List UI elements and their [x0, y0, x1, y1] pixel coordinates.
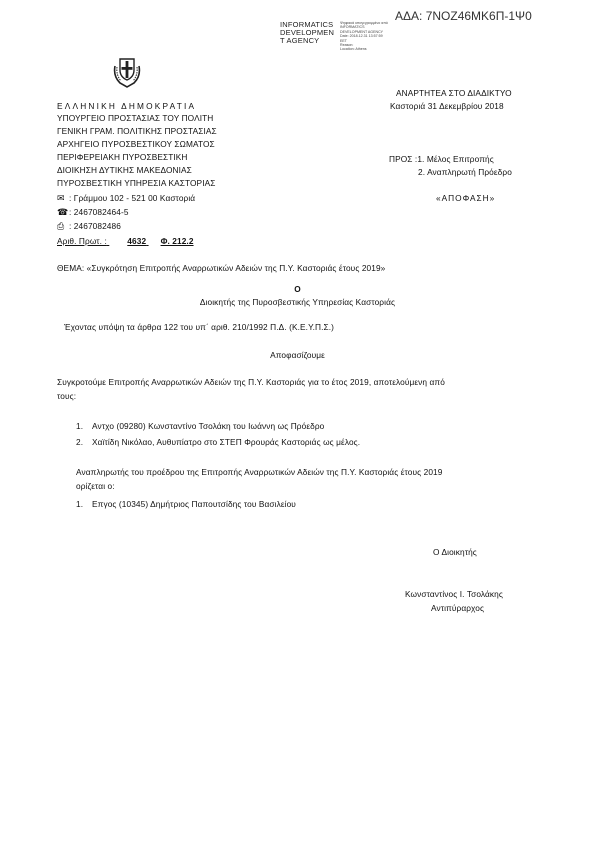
publish-notice: ΑΝΑΡΤΗΤΕΑ ΣΤΟ ΔΙΑΔΙΚΤΥΟ — [396, 88, 512, 98]
state-name: ΕΛΛΗΝΙΚΗ ΔΗΜΟΚΡΑΤΙΑ — [57, 101, 197, 111]
greek-emblem-icon — [110, 54, 144, 88]
signature-title: Ο Διοικητής — [433, 547, 477, 557]
list-item-text: Αντχο (09280) Κωνσταντίνο Τσολάκη του Ιωάννη ως Πρόεδρο — [92, 421, 325, 431]
list-item-text: Χαϊτίδη Νικόλαο, Αυθυπίατρο στο ΣΤΕΠ Φρουράς Καστοριάς ως μέλος. — [92, 437, 361, 447]
decide-heading: Αποφασίζουμε — [270, 350, 325, 360]
general-secretariat-line: ΓΕΝΙΚΗ ΓΡΑΜ. ΠΟΛΙΤΙΚΗΣ ΠΡΟΣΤΑΣΙΑΣ — [57, 126, 217, 136]
phone-text: : 2467082464-5 — [69, 207, 129, 217]
recipient-1: ΠΡΟΣ :1. Μέλος Επιτροπής — [389, 154, 494, 164]
sig-line: Location: Athens — [340, 47, 367, 52]
phone-icon: ☎ — [57, 207, 69, 217]
ada-code: ΑΔΑ: 7ΝΟΖ46ΜΚ6Π-1Ψ0 — [395, 9, 532, 23]
list-number: 1. — [76, 499, 84, 509]
place-date: Καστοριά 31 Δεκεμβρίου 2018 — [390, 101, 504, 111]
list-number: 2. — [76, 437, 84, 447]
paragraph-2: Αναπληρωτής του προέδρου της Επιτροπής Αναρρωτικών Αδειών της Π.Υ. Καστοριάς έτους 2019 — [76, 467, 443, 477]
infra-line: DEVELOPMEN — [280, 28, 335, 37]
sig-line: Ψηφιακά υπογεγραμμένο από — [340, 21, 388, 25]
decision-title: «ΑΠΟΦΑΣΗ» — [436, 193, 496, 203]
digital-signature-org — [280, 21, 334, 45]
fax-icon: ⎙ — [57, 221, 65, 231]
list-item-text: Επγος (10345) Δημήτριος Παπουτσίδης του Βασιλείου — [92, 499, 296, 509]
regional-command-line: ΠΕΡΙΦΕΡΕΙΑΚΗ ΠΥΡΟΣΒΕΣΤΙΚΗ — [57, 152, 188, 162]
address-row — [57, 193, 195, 204]
infra-line: T AGENCY — [280, 36, 320, 45]
digital-signature-details — [340, 21, 388, 52]
commander-title: Διοικητής της Πυροσβεστικής Υπηρεσίας Καστοριάς — [199, 297, 396, 307]
fax-row — [57, 221, 121, 232]
sig-line: DEVELOPMENT AGENCY — [340, 29, 384, 34]
list-item — [76, 421, 324, 431]
considering: Έχοντας υπόψη τα άρθρα 122 του υπ΄ αριθ. 210/1992 Π.Δ. (Κ.Ε.Υ.Π.Σ.) — [64, 322, 335, 332]
phone-row — [57, 207, 129, 218]
list-item — [76, 437, 360, 447]
recipient-2: 2. Αναπληρωτή Πρόεδρο — [418, 167, 512, 177]
signature-name: Κωνσταντίνος Ι. Τσολάκης — [405, 589, 503, 599]
list-item — [76, 499, 296, 509]
fax-text: : 2467082486 — [69, 221, 121, 231]
article-o: Ο — [294, 284, 301, 294]
address-text: : Γράμμου 102 - 521 00 Καστοριά — [69, 193, 196, 203]
protocol-label: Αριθ. Πρωτ. : — [57, 236, 107, 246]
paragraph-1-cont: τους: — [57, 391, 77, 401]
protocol-number: 4632 — [127, 236, 147, 246]
paragraph-1: Συγκροτούμε Επιτροπής Αναρρωτικών Αδειών της Π.Υ. Καστοριάς για το έτος 2019, αποτελούμενη από — [57, 377, 445, 387]
ministry-line: ΥΠΟΥΡΓΕΙΟ ΠΡΟΣΤΑΣΙΑΣ ΤΟΥ ΠΟΛΙΤΗ — [57, 113, 214, 123]
sig-line: Reason: — [340, 43, 354, 48]
sig-line: INFORMATICS — [340, 25, 365, 30]
file-number: Φ. 212.2 — [160, 236, 194, 246]
signature-rank: Αντιπύραρχος — [431, 603, 485, 613]
infra-line: INFORMATICS — [280, 20, 334, 29]
subject: ΘΕΜΑ: «Συγκρότηση Επιτροπής Αναρρωτικών Αδειών της Π.Υ. Καστοριάς έτους 2019» — [57, 263, 386, 273]
paragraph-2-cont: ορίζεται ο: — [76, 481, 115, 491]
fire-service-line: ΠΥΡΟΣΒΕΣΤΙΚΗ ΥΠΗΡΕΣΙΑ ΚΑΣΤΟΡΙΑΣ — [57, 178, 216, 188]
fire-hq-line: ΑΡΧΗΓΕΙΟ ΠΥΡΟΣΒΕΣΤΙΚΟΥ ΣΩΜΑΤΟΣ — [57, 139, 215, 149]
sig-line: Date: 2018.12.31 13:57:59 — [340, 34, 383, 39]
envelope-icon: ✉ — [57, 193, 65, 203]
sig-line: EET — [340, 38, 347, 43]
list-number: 1. — [76, 421, 84, 431]
protocol-row — [57, 236, 194, 246]
regional-command-line-2: ΔΙΟΙΚΗΣΗ ΔΥΤΙΚΗΣ ΜΑΚΕΔΟΝΙΑΣ — [57, 165, 192, 175]
